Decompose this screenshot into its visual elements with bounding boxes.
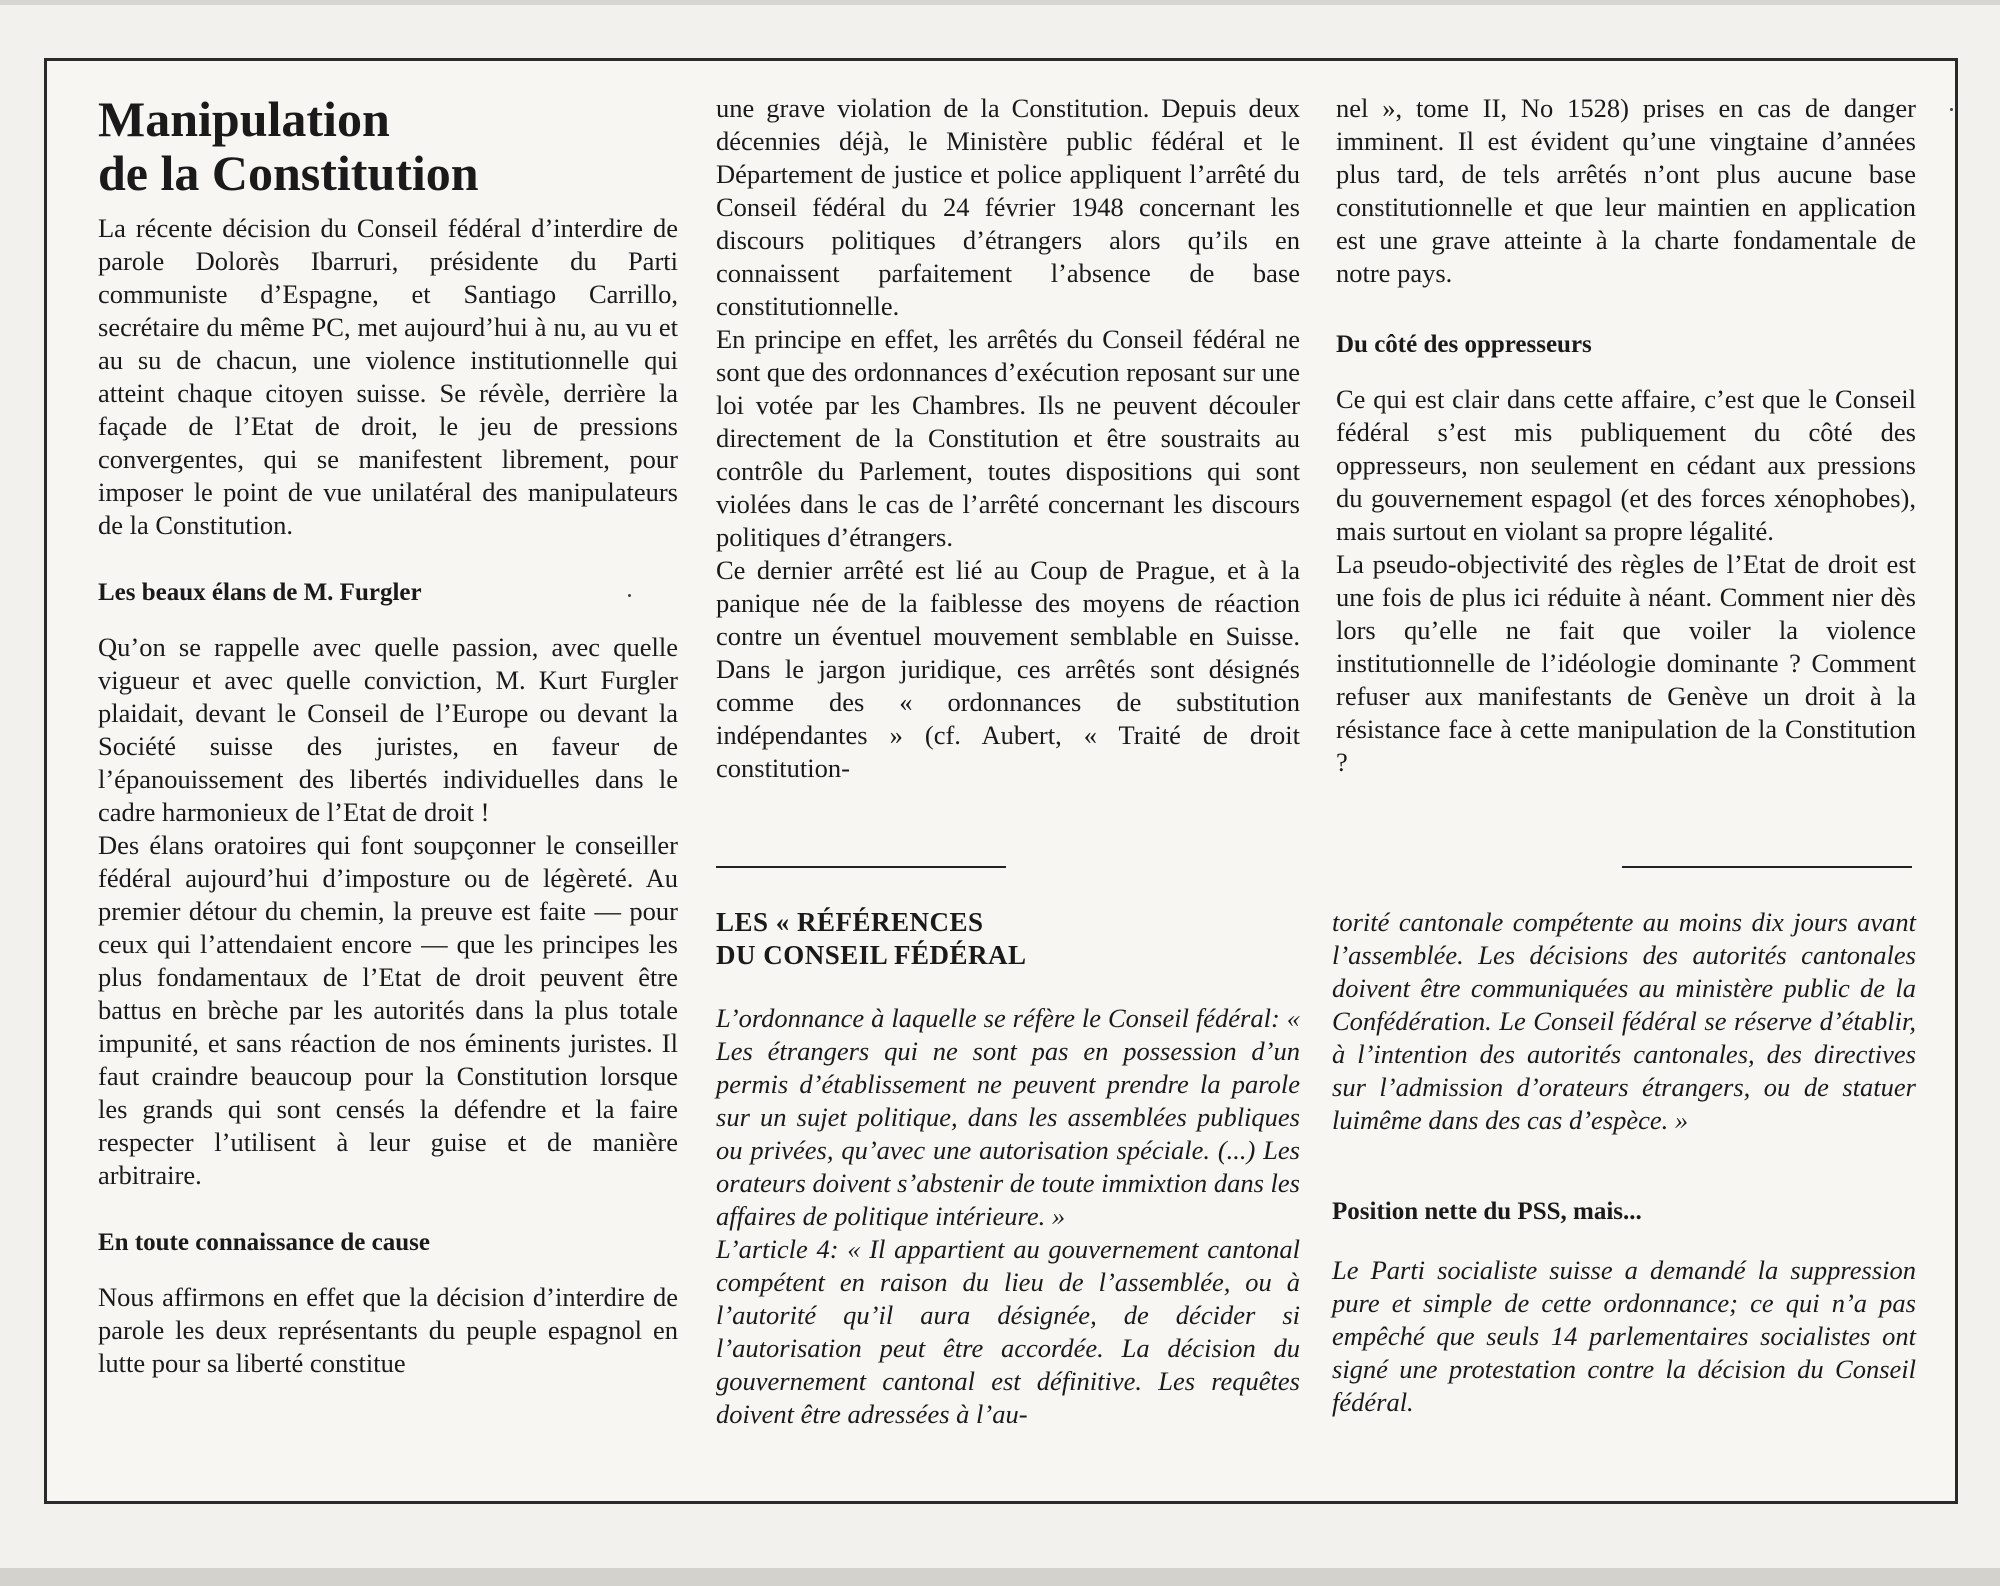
references-heading-line-2: DU CONSEIL FÉDÉRAL	[716, 940, 1027, 970]
paragraph-prague: Ce dernier arrêté est lié au Coup de Prague, et à la panique née de la faiblesse des moyens de réaction contre un éventuel mouvement semblable en Suisse. Dans le jargon juridique, ces arrêtés sont désignés comme des « ordonnances de substitution indépendantes » (cf. Aubert, « Traité de droit constitution-	[716, 555, 1300, 783]
references-box-right	[1332, 906, 1916, 1419]
scan-edge-bottom	[0, 1568, 2000, 1586]
column-2	[716, 92, 1300, 785]
speck-mark	[628, 594, 631, 597]
article-title	[98, 92, 678, 200]
section-heading-connaissance: En toute connaissance de cause	[98, 1229, 430, 1256]
intro-paragraph: La récente décision du Conseil fédéral d’interdire de parole Dolorès Ibarruri, présidente du Parti communiste d’Espagne, et Santiago Carrillo, secrétaire du même PC, met aujourd’hui à nu, au vu et au su de chacun, une violence institutionnelle qui atteint chaque citoyen suisse. Se révèle, derrière la façade de l’Etat de droit, le jeu de pressions convergentes, qui se manifestent librement, pour imposer le point de vue unilatéral des manipulateurs de la Constitution.	[98, 213, 678, 540]
paragraph-furgler-2: Des élans oratoires qui font soupçonner le conseiller fédéral aujourd’hui d’imposture ou de légèreté. Au premier détour du chemin, la preuve est faite — pour ceux qui l’attendaient encore — que les principes les plus fondamentaux de l’Etat de droit peuvent être battus en brèche par les autorités dans la plus totale impunité, et sans réaction de nos éminents juristes. Il faut craindre beaucoup pour la Constitution lorsque les grands qui sont censés la défendre et la faire respecter l’utilisent à leur guise et de manière arbitraire.	[98, 830, 678, 1190]
pss-paragraph: Le Parti socialiste suisse a demandé la suppression pure et simple de cette ordonnance; ce qui n’a pas empêché que seuls 14 parlementaires socialistes ont signé une protestation contre la décision du Conseil fédéral.	[1332, 1255, 1916, 1417]
references-paragraph-2: L’article 4: « Il appartient au gouvernement cantonal compétent en raison du lieu de l’assemblée, ou à l’autorité qu’il aura désignée, de décider si l’autorisation peut être accordée. La décision du gouvernement cantonal est définitive. Les requêtes doivent être adressées à l’au-	[716, 1234, 1300, 1429]
references-box-left	[716, 906, 1300, 1431]
section-heading-oppresseurs: Du côté des oppresseurs	[1336, 331, 1592, 358]
column-3	[1336, 92, 1916, 779]
paragraph-prague-cont: nel », tome II, No 1528) prises en cas de danger imminent. Il est évident qu’une vingtaine d’années plus tard, de tels arrêtés n’ont plus aucune base constitutionnelle et que leur maintien en application est une grave atteinte à la charte fondamentale de notre pays.	[1336, 93, 1916, 288]
paragraph-furgler-1: Qu’on se rappelle avec quelle passion, avec quelle vigueur et avec quelle conviction, M. Kurt Furgler plaidait, devant le Conseil de l’Europe ou devant la Société suisse des juristes, en faveur de l’épanouissement des libertés individuelles dans le cadre harmonieux de l’Etat de droit !	[98, 632, 678, 827]
paragraph-connaissance-1: Nous affirmons en effet que la décision d’interdire de parole les deux représentants du peuple espagnol en lutte pour sa liberté constitue	[98, 1282, 678, 1378]
title-line-1: Manipulation	[98, 91, 390, 147]
paragraph-connaissance-1-cont: une grave violation de la Constitution. Depuis deux décennies déjà, le Ministère public fédéral et le Département de justice et police appliquent l’arrêté du Conseil fédéral du 24 février 1948 concernant les discours politiques d’étrangers alors qu’ils en connaissent parfaitement l’absence de base constitutionnelle.	[716, 93, 1300, 321]
section-heading-furgler: Les beaux élans de M. Furgler	[98, 579, 422, 606]
speck-mark	[1950, 108, 1953, 111]
separator-rule-right	[1622, 866, 1912, 868]
references-paragraph-2-cont: torité cantonale compétente au moins dix jours avant l’assemblée. Les décisions des autorités cantonales doivent être communiquées au ministère public de la Confédération. Le Conseil fédéral se réserve d’établir, à l’intention des autorités cantonales, des directives sur l’admission d’orateurs étrangers, ou de statuer luimême dans des cas d’espèce. »	[1332, 907, 1916, 1135]
column-1	[98, 92, 678, 1380]
references-heading-line-1: LES « RÉFÉRENCES	[716, 907, 984, 937]
paragraph-principe: En principe en effet, les arrêtés du Conseil fédéral ne sont que des ordonnances d’exécution reposant sur une loi votée par les Chambres. Ils ne peuvent découler directement de la Constitution et être soustraits au contrôle du Parlement, toutes dispositions qui sont violées dans le cas de l’arrêté concernant les discours politiques d’étrangers.	[716, 324, 1300, 552]
paragraph-oppresseurs-1: Ce qui est clair dans cette affaire, c’est que le Conseil fédéral s’est mis publiquement du côté des oppresseurs, non seulement en cédant aux pressions du gouvernement espagol (et des forces xénophobes), mais surtout en violant sa propre légalité.	[1336, 384, 1916, 546]
references-heading	[716, 906, 1300, 972]
paragraph-oppresseurs-2: La pseudo-objectivité des règles de l’Etat de droit est une fois de plus ici réduite à néant. Comment nier dès lors qu’elle ne fait que voiler la violence institutionnelle de l’idéologie dominante ? Comment refuser aux manifestants de Genève un droit à la résistance face à cette manipulation de la Constitution ?	[1336, 549, 1916, 777]
section-heading-pss: Position nette du PSS, mais...	[1332, 1198, 1642, 1225]
separator-rule-left	[716, 866, 1006, 868]
references-paragraph-1: L’ordonnance à laquelle se réfère le Conseil fédéral: « Les étrangers qui ne sont pas en possession d’un permis d’établissement ne peuvent prendre la parole sur un sujet politique, dans les assemblées publiques ou privées, qu’avec une autorisation spéciale. (...) Les orateurs doivent s’abstenir de toute immixtion dans les affaires de politique intérieure. »	[716, 1003, 1300, 1231]
scan-edge-top	[0, 0, 2000, 5]
title-line-2: de la Constitution	[98, 145, 479, 201]
